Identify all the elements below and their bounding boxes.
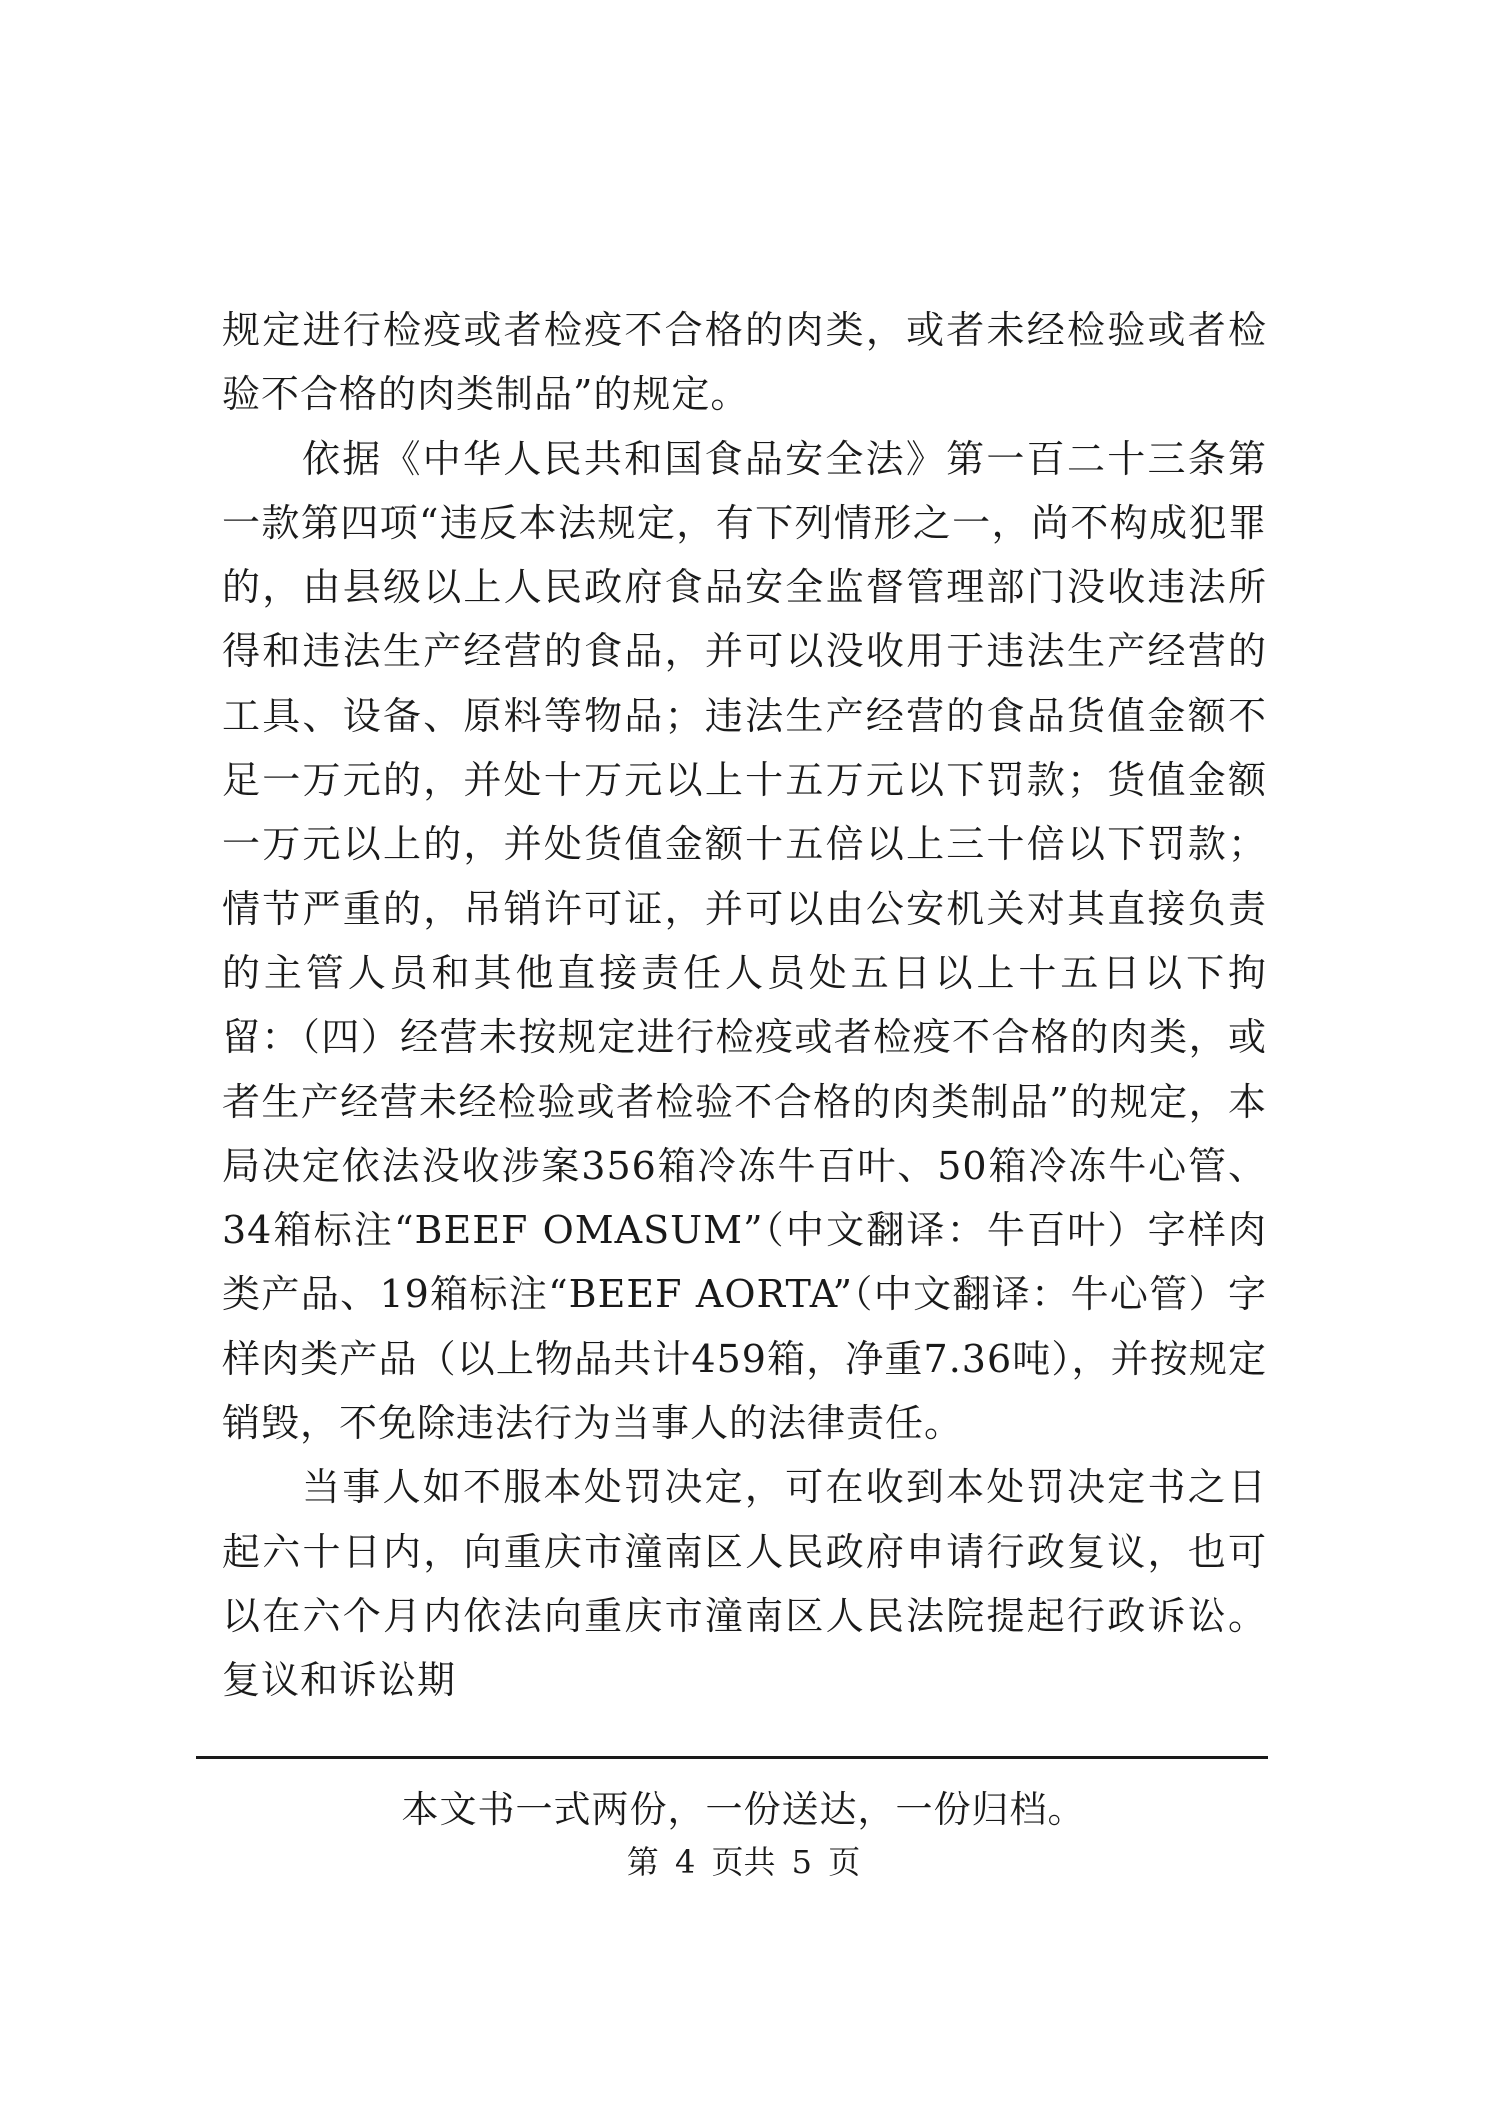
footer-note: 本文书一式两份，一份送达，一份归档。 [401, 1788, 1086, 1831]
document-body [222, 298, 1267, 1713]
paragraph-continuation: 规定进行检疫或者检疫不合格的肉类，或者未经检验或者检验不合格的肉类制品”的规定。 [222, 308, 1267, 417]
footer-divider [196, 1756, 1268, 1759]
page-number: 第 4 页共 5 页 [626, 1843, 861, 1881]
paragraph-appeal-rights: 当事人如不服本处罚决定，可在收到本处罚决定书之日起六十日内，向重庆市潼南区人民政府申请行政复议，也可以在六个月内依法向重庆市潼南区人民法院提起行政诉讼。复议和诉讼期 [222, 1465, 1267, 1703]
paragraph-legal-basis: 依据《中华人民共和国食品安全法》第一百二十三条第一款第四项“违反本法规定，有下列情形之一，尚不构成犯罪的，由县级以上人民政府食品安全监督管理部门没收违法所得和违法生产经营的食品，并可以没收用于违法生产经营的工具、设备、原料等物品；违法生产经营的食品货值金额不足一万元的，并处十万元以上十五万元以下罚款；货值金额一万元以上的，并处货值金额十五倍以上三十倍以下罚款；情节严重的，吊销许可证，并可以由公安机关对其直接负责的主管人员和其他直接责任人员处五日以上十五日以下拘留：（四）经营未按规定进行检疫或者检疫不合格的肉类，或者生产经营未经检验或者检验不合格的肉类制品”的规定，本局决定依法没收涉案356箱冷冻牛百叶、50箱冷冻牛心管、34箱标注“BEEF OMASUM”（中文翻译：牛百叶）字样肉类产品、19箱标注“BEEF AORTA”（中文翻译：牛心管）字样肉类产品（以上物品共计459箱，净重7.36吨），并按规定销毁，不免除违法行为当事人的法律责任。 [222, 436, 1267, 1446]
